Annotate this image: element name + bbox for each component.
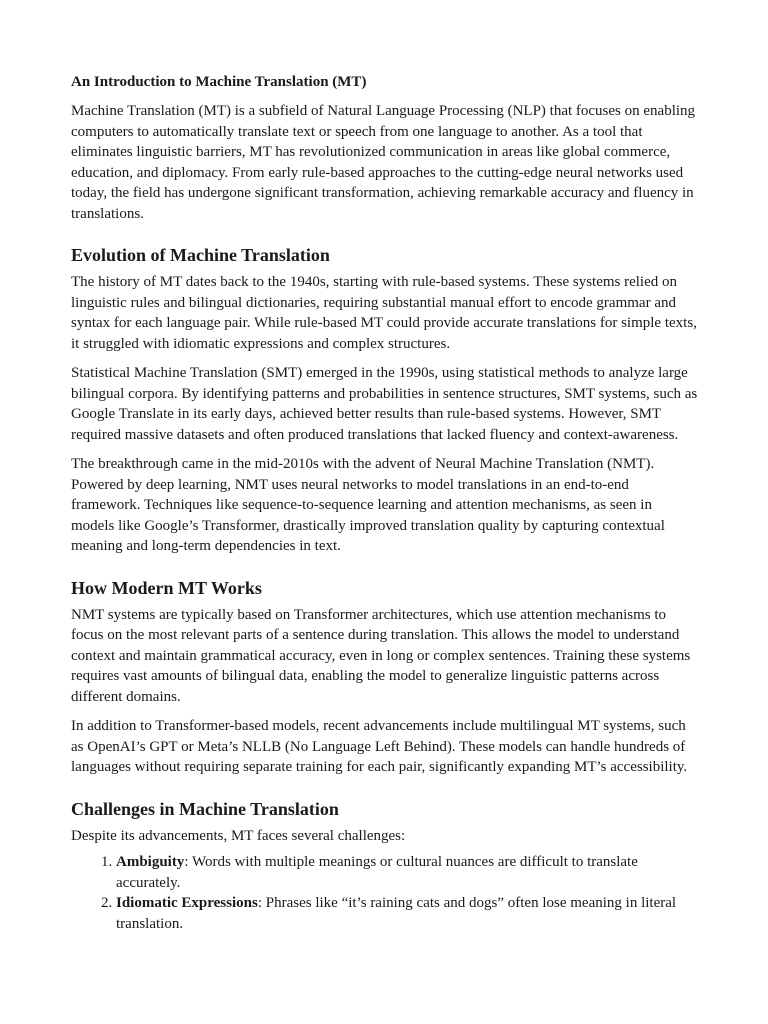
challenges-intro: Despite its advancements, MT faces several challenges: xyxy=(71,827,406,844)
list-item xyxy=(116,893,698,934)
list-item xyxy=(116,852,698,893)
modern-paragraph-2: In addition to Transformer-based models, recent advancements include multilingual MT systems, such as OpenAI’s GPT or Meta’s NLLB (No Language Left Behind). These models can handle hundreds of languages without requiring separate training for each pair, significantly expanding MT’s accessibility. xyxy=(71,718,688,775)
section-heading-challenges: Challenges in Machine Translation xyxy=(71,798,339,819)
list-item-text: : Phrases like “it’s raining cats and dogs” often lose meaning in literal translation. xyxy=(116,895,677,932)
evolution-paragraph-1: The history of MT dates back to the 1940s, starting with rule-based systems. These systems relied on linguistic rules and bilingual dictionaries, requiring substantial manual effort to encode grammar and syntax for each language pair. While rule-based MT could provide accurate translations for simple texts, it struggled with idiomatic expressions and complex structures. xyxy=(71,274,697,352)
document-title: An Introduction to Machine Translation (MT) xyxy=(71,74,367,90)
intro-paragraph: Machine Translation (MT) is a subfield of Natural Language Processing (NLP) that focuses on enabling computers to automatically translate text or speech from one language to another. As a tool that eliminates linguistic barriers, MT has revolutionized communication in areas like global commerce, education, and diplomacy. From early rule-based approaches to the cutting-edge neural networks used today, the field has undergone significant transformation, achieving remarkable accuracy and fluency in translations. xyxy=(71,103,696,222)
section-heading-modern: How Modern MT Works xyxy=(71,577,262,598)
section-heading-evolution: Evolution of Machine Translation xyxy=(71,245,330,265)
challenges-list xyxy=(71,852,698,934)
evolution-paragraph-3: The breakthrough came in the mid-2010s with the advent of Neural Machine Translation (NMT). Powered by deep learning, NMT uses neural networks to model translations in an end-to-end framework. Techniques like sequence-to-sequence learning and attention mechanisms, as seen in models like Google’s Transformer, drastically improved translation quality by capturing contextual meaning and long-term dependencies in text. xyxy=(71,456,665,554)
modern-paragraph-1: NMT systems are typically based on Transformer architectures, which use attention mechanisms to focus on the most relevant parts of a sentence during translation. This allows the model to understand context and maintain grammatical accuracy, even in long or complex sentences. Training these systems requires vast amounts of bilingual data, enabling the model to generalize linguistic patterns across different domains. xyxy=(71,606,691,705)
list-item-text: : Words with multiple meanings or cultural nuances are difficult to translate accurately. xyxy=(116,854,638,891)
list-item-term: Idiomatic Expressions xyxy=(116,895,258,911)
evolution-paragraph-2: Statistical Machine Translation (SMT) emerged in the 1990s, using statistical methods to analyze large bilingual corpora. By identifying patterns and probabilities in sentence structures, SMT systems, such as Google Translate in its early days, achieved better results than rule-based systems. However, SMT required massive datasets and often produced translations that lacked fluency and context-awareness. xyxy=(71,365,698,443)
list-item-term: Ambiguity xyxy=(116,854,185,870)
